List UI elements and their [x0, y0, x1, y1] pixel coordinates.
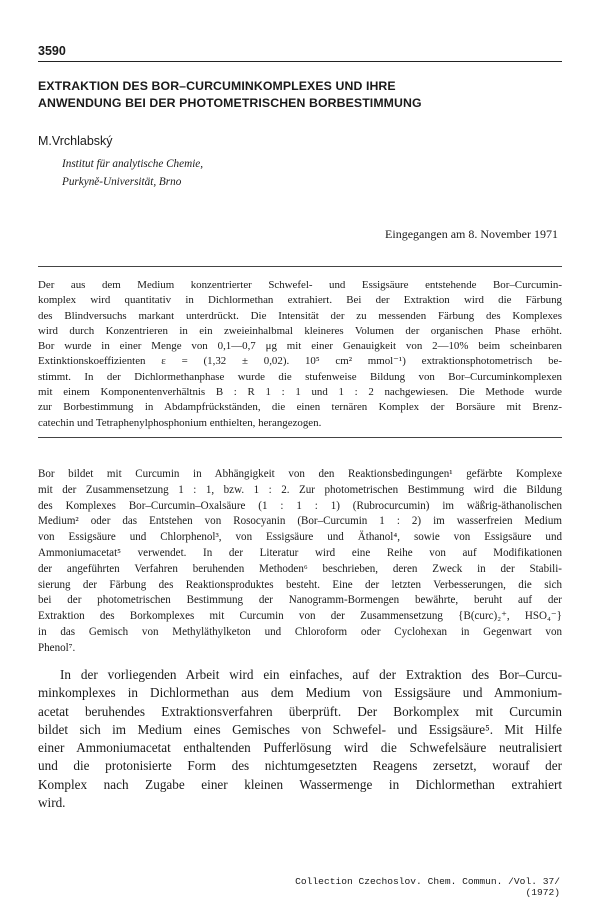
body-line: minkomplexes in Dichlormethan aus dem Medium von Essigsäure und Ammonium- — [38, 685, 562, 701]
abstract-line: des Blindversuchs markant unterdrückt. Die Intensität der zu messenden Färbung des Komplexes — [38, 309, 562, 322]
body-line: der angeführten Verfahren beruhenden Methoden⁶ beschrieben, deren Zweck in der Stabili- — [38, 562, 562, 575]
body-line: Extraktion des Borkomplexes mit Curcumin von der Zusammensetzung {B(curc)₂⁺, HSO₄⁻} — [38, 610, 562, 623]
received-date: Eingegangen am 8. November 1971 — [385, 227, 558, 241]
author-name: M.Vrchlabský — [38, 134, 113, 148]
abstract-line: Extinktionskoeffizienten ε = (1,32 ± 0,02). 10⁵ cm² mmol⁻¹) extraktionsphotometrisch be- — [38, 355, 562, 368]
article-title — [38, 78, 562, 112]
body-line: acetat beruhendes Extraktionsverfahren überprüft. Der Borkomplex mit Curcumin — [38, 703, 562, 719]
body-line: einer Ammoniumacetat enthaltenden Pufferlösung wird die Schwefelsäure neutralisiert — [38, 740, 562, 756]
body-line: von Essigsäure und Chlorphenol³, von Essigsäure und Äthanol⁴, sowie von Essigsäure und — [38, 531, 562, 544]
body-line: bei der photometrischen Bestimmung der Nanogramm-Bormengen bewährte, beruht auf der — [38, 594, 562, 607]
body-line: Medium² oder das Entstehen von Rosocyanin (Bor–Curcumin 1 : 2) im wasserfreien Medium — [38, 515, 562, 528]
abstract-line: Bor wurde in einer Menge von 0,1—0,7 μg mit einer Genauigkeit von 2—10% beim scheinbaren — [38, 340, 562, 353]
affiliation-line-1: Institut für analytische Chemie, — [62, 158, 204, 170]
abstract-line: zur Borbestimmung in Abdampfrückständen, die einen ternären Komplex der Borsäure mit Brenz- — [38, 401, 562, 414]
title-line-2: ANWENDUNG BEI DER PHOTOMETRISCHEN BORBESTIMMUNG — [38, 96, 422, 110]
title-line-1: EXTRAKTION DES BOR–CURCUMINKOMPLEXES UND IHRE — [38, 79, 396, 93]
abstract-line: stimmt. In der Dichlormethanphase wurde die stufenweise Bildung von Bor–Curcuminkomplexen — [38, 370, 562, 383]
body-line: und die protonisierte Form des nichtumgesetzten Reagens zersetzt, worauf der — [38, 758, 562, 774]
abstract-rule-bottom — [38, 437, 562, 438]
page-number: 3590 — [38, 44, 66, 58]
body-line: des Komplexes Bor–Curcumin–Oxalsäure (1 : 1 : 1) (Rubrocurcumin) im wäßrig-äthanolischen — [38, 499, 562, 512]
body-line: bildet sich im Medium eines Gemisches von Schwefel- und Essigsäure⁵. Mit Hilfe — [38, 721, 562, 737]
body-line: in das Gemisch von Methyläthylketon und Chloroform oder Cyclohexan in Gegenwart von — [38, 625, 562, 638]
header-rule — [38, 61, 562, 62]
affiliation-line-2: Purkyně-Universität, Brno — [62, 176, 182, 188]
body-line: Phenol⁷. — [38, 641, 76, 654]
body-line: In der vorliegenden Arbeit wird ein einfaches, auf der Extraktion des Bor–Curcu- — [60, 667, 562, 682]
author-affiliation — [62, 155, 203, 191]
introduction-paragraph-1 — [38, 467, 562, 657]
body-line: sierung der Färbung des Reaktionsproduktes besteht. Eine der letzten Verbesserungen, die sich — [38, 578, 562, 591]
journal-footer: Collection Czechoslov. Chem. Commun. /Vol. 37/ (1972) — [295, 876, 560, 898]
body-line: wird. — [38, 795, 66, 811]
abstract-line: komplex wird quantitativ in Dichlormethan extrahiert. Bei der Extraktion wird die Färbung — [38, 294, 562, 307]
abstract-line: wird durch Konzentrieren in ein zweieinhalbmal kleineres Volumen der organischen Phase erhöht. — [38, 324, 562, 337]
introduction-paragraph-2 — [38, 666, 562, 812]
abstract — [38, 278, 562, 431]
abstract-rule-top — [38, 266, 562, 267]
body-line: Komplex nach Zugabe einer kleinen Wassermenge in Dichlormethan extrahiert — [38, 776, 562, 792]
body-line: mit der Zusammensetzung 1 : 1, bzw. 1 : 2. Zur photometrischen Bestimmung wird die Bildung — [38, 483, 562, 496]
body-line: Bor bildet mit Curcumin in Abhängigkeit von den Reaktionsbedingungen¹ gefärbte Komplexe — [38, 468, 562, 480]
body-line: Ammoniumacetat⁵ verwendet. In der Literatur wird eine Reihe von auf Modifikationen — [38, 546, 562, 559]
abstract-line: mit einem Komponentenverhältnis B : R 1 : 1 und 1 : 2 nachgewiesen. Die Methode wurde — [38, 386, 562, 399]
abstract-line: catechin und Tetraphenylphosphonium enthielten, herangezogen. — [38, 416, 322, 429]
abstract-line: Der aus dem Medium konzentrierter Schwefel- und Essigsäure entstehende Bor–Curcumin- — [38, 279, 562, 291]
